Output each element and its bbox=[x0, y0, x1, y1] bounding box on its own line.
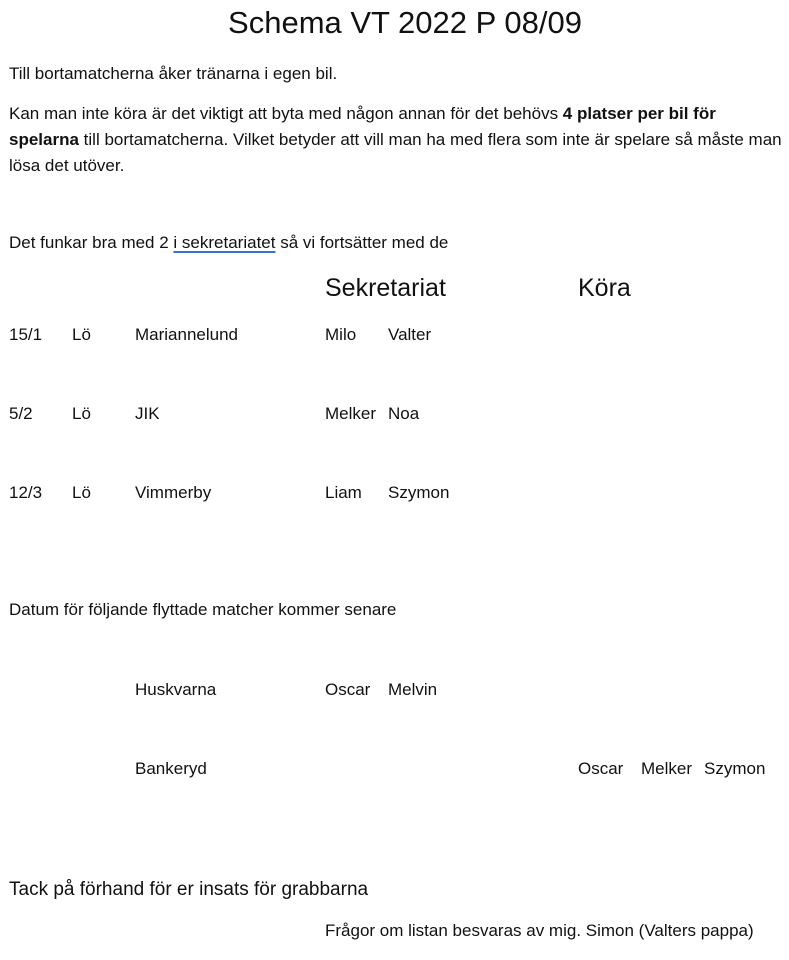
intro-text: Till bortamatcherna åker tränarna i egen bil. bbox=[9, 64, 338, 83]
sekretariat-person: Melker bbox=[325, 404, 377, 423]
match-team: Mariannelund bbox=[135, 325, 239, 344]
match-date: 5/2 bbox=[9, 404, 33, 423]
sekretariat-person: Oscar bbox=[325, 680, 371, 699]
thanks-text: Tack på förhand för er insats för grabbarna bbox=[9, 879, 369, 900]
questions-contact: Frågor om listan besvaras av mig. Simon (Valters pappa) bbox=[325, 921, 754, 940]
sekretariat-person: Noa bbox=[388, 404, 420, 423]
later-match-team: Bankeryd bbox=[135, 759, 207, 778]
later-dates-note: Datum för följande flyttade matcher kommer senare bbox=[9, 600, 397, 619]
match-day: Lö bbox=[72, 325, 91, 344]
match-day: Lö bbox=[72, 483, 91, 502]
later-match-team: Huskvarna bbox=[135, 680, 217, 699]
note-end: så vi fortsätter med de bbox=[275, 233, 449, 252]
secretariat-note bbox=[9, 233, 448, 253]
note-start: Det funkar bra med 2 bbox=[9, 233, 174, 252]
spellcheck-underlined-word: i sekretariatet bbox=[173, 233, 276, 252]
match-date: 12/3 bbox=[9, 483, 43, 502]
paragraph-end: till bortamatcherna. Vilket betyder att vill man ha med flera som inte är spelare så måste man lösa det utöver. bbox=[9, 130, 782, 175]
sekretariat-person: Liam bbox=[325, 483, 362, 502]
match-team: JIK bbox=[135, 404, 160, 423]
sekretariat-person: Szymon bbox=[388, 483, 450, 502]
sekretariat-person: Melvin bbox=[388, 680, 438, 699]
paragraph-start: Kan man inte köra är det viktigt att byta med någon annan för det behövs bbox=[9, 104, 563, 123]
paragraph-bold: 4 platser per bil för spelarna bbox=[9, 104, 716, 149]
match-day: Lö bbox=[72, 404, 91, 423]
car-seats-paragraph bbox=[9, 101, 789, 179]
driver-person: Oscar bbox=[578, 759, 624, 778]
sekretariat-header: Sekretariat bbox=[325, 274, 446, 302]
match-team: Vimmerby bbox=[135, 483, 212, 502]
kora-header: Köra bbox=[578, 274, 631, 302]
driver-person: Melker bbox=[641, 759, 693, 778]
sekretariat-person: Milo bbox=[325, 325, 357, 344]
page-title: Schema VT 2022 P 08/09 bbox=[228, 5, 582, 40]
sekretariat-person: Valter bbox=[388, 325, 432, 344]
driver-person: Szymon bbox=[704, 759, 766, 778]
match-date: 15/1 bbox=[9, 325, 43, 344]
